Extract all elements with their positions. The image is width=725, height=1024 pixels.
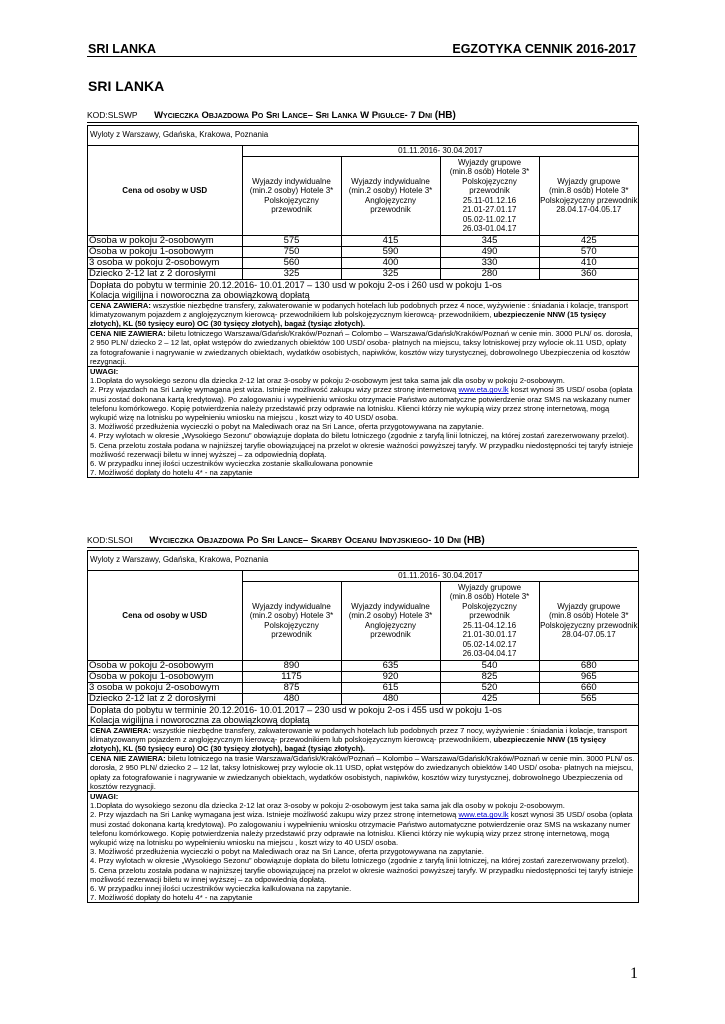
trip1-price-table xyxy=(88,146,638,280)
header-left: SRI LANKA xyxy=(88,42,157,56)
header-divider xyxy=(87,56,637,57)
table-row: Osoba w pokoju 1-osobowym 1175 920 825 965 xyxy=(88,671,638,682)
page-title: SRI LANKA xyxy=(88,78,165,94)
trip2-col-header: Wyjazdy grupowe (min.8 osób) Hotele 3* Polskojęzyczny przewodnik 25.11-04.12.16 21.01-30.01.17 05.02-14.02.17 26.03-04.04.17 xyxy=(440,581,539,660)
trip2-excludes: CENA NIE ZAWIERA: biletu lotniczego na trasie Warszawa/Gdańsk/Kraków/Poznań – Kolombo – Warszawa/Gdańsk/Kraków/Poznań w cenie min. 3000 PLN/ os. dorosła, 2 950 PLN/ dziecko 2 – 12 lat, taksy lotniskowej przy wylocie ok.11 USD, opłat wstępów do zwiedzanych obiektów 140 USD/ osoba- płatnych na miejscu, opłaty za fotografowanie i nagrywanie w zwiedzanych obiektach, wydatków osobistych, napiwków, kosztów wizy turystycznej, dobrowolnego Ubezpieczenia od kosztów rezygnacji. xyxy=(88,754,638,792)
trip1-col-header: Wyjazdy grupowe (min.8 osób) Hotele 3* Polskojęzyczny przewodnik 25.11-01.12.16 21.01-27.01.17 05.02-11.02.17 26.03-01.04.17 xyxy=(440,156,539,235)
trip2-period: 01.11.2016- 30.04.2017 xyxy=(242,571,638,581)
trip1-title: Wycieczka Objazdowa Po Sri Lance– Sri Lanka W Pigułce- 7 Dni (HB) xyxy=(154,110,456,121)
trip2-row-header: Cena od osoby w USD xyxy=(88,571,242,660)
trip1-col-header: Wyjazdy indywidualne (min.2 osoby) Hotele 3* Anglojęzyczny przewodnik xyxy=(341,156,440,235)
trip1-includes: CENA ZAWIERA: wszystkie niezbędne transfery, zakwaterowanie w podanych hotelach lub podobnych przez 4 noce, wyżywienie : śniadania i kolacje, transport klimatyzowanym pojazdem z anglojęzycznym kierowcą- przewodnikiem lub polskojęzycznym kierowcą- przewodnikiem, ubezpieczenie NNW (15 tysięcy złotych), KL (50 tysięcy euro) OC (30 tysięcy złotych), bagaż (tysiąc złotych). xyxy=(88,301,638,330)
trip1-excludes: CENA NIE ZAWIERA: biletu lotniczego Warszawa/Gdańsk/Kraków/Poznań – Colombo – Warszawa/Gdańsk/Kraków/Poznań w cenie min. 3000 PLN/ os. dorosła, 2 950 PLN/ dziecko 2 – 12 lat, opłat wstępów do zwiedzanych obiektów 100 USD/ osoba- płatnych na miejscu, taksy lotniskowej przy wylocie ok.11 USD, opłaty za fotografowanie i nagrywanie w zwiedzanych obiektach, wydatków osobistych, napiwków, kosztów wizy turystycznej, dobrowolnego Ubezpieczenia od kosztów rezygnacji. xyxy=(88,329,638,367)
table-row: Dziecko 2-12 lat z 2 dorosłymi 480 480 425 565 xyxy=(88,693,638,704)
header-right: EGZOTYKA CENNIK 2016-2017 xyxy=(452,42,636,56)
trip1-departures: Wyloty z Warszawy, Gdańska, Krakowa, Poznania xyxy=(88,126,638,146)
trip1-row-header: Cena od osoby w USD xyxy=(88,146,242,235)
table-row: Dziecko 2-12 lat z 2 dorosłymi 325 325 280 360 xyxy=(88,268,638,279)
trip1-heading xyxy=(87,110,456,121)
trip2-box xyxy=(87,550,639,903)
table-row: Osoba w pokoju 1-osobowym 750 590 490 570 xyxy=(88,246,638,257)
trip1-supplements: Dopłata do pobytu w terminie 20.12.2016- 10.01.2017 – 130 usd w pokoju 2-os i 260 usd w pokoju 1-os Kolacja wigilijna i noworoczna za obowiązkową dopłatą xyxy=(88,280,638,301)
page-number: 1 xyxy=(630,965,638,982)
trip2-heading xyxy=(87,535,485,546)
trip2-price-table xyxy=(88,571,638,705)
eta-link[interactable]: www.eta.gov.lk xyxy=(458,385,509,395)
eta-link[interactable]: www.eta.gov.lk xyxy=(458,810,509,820)
trip2-heading-underline xyxy=(87,547,637,548)
trip2-code: KOD:SLSOI xyxy=(87,535,133,545)
trip2-supplements: Dopłata do pobytu w terminie 20.12.2016- 10.01.2017 – 230 usd w pokoju 2-os i 455 usd w pokoju 1-os Kolacja wigilijna i noworoczna za obowiązkową dopłatą xyxy=(88,705,638,726)
trip2-col-header: Wyjazdy indywidualne (min.2 osoby) Hotele 3* Polskojęzyczny przewodnik xyxy=(242,581,341,660)
trip1-notes: UWAGI: 1.Dopłata do wysokiego sezonu dla dziecka 2-12 lat oraz 3-osoby w pokoju 2-osobowym jest taka sama jak dla osoby w pokoju 2-osobowym. 2. Przy wjazdach na Sri Lankę wymagana jest wiza. Istnieje możliwość zakupu wizy przez stronę internetową www.eta.gov.lk koszt wynosi 35 USD/ osoba (opłata musi zostać dokonana kartą kredytową). Po zalogowaniu i wypełnieniu wniosku otrzymacie Państwo automatyczne potwierdzenie oraz SMS na wskazany numer telefonu komórkowego. Kopię potwierdzenia należy przedstawić przy odprawie na lotnisku. Klienci którzy nie wykupią wizy przez stronę internetową, mogą wykupić wizę na lotnisku po wypełnieniu wniosku na miejscu , koszt wizy to 40 USD/ osoba. 3. Możliwość przedłużenia wycieczki o pobyt na Malediwach oraz na Sri Lance, oferta przygotowywana na zapytanie. 4. Przy wylotach w okresie „Wysokiego Sezonu” obowiązuje dopłata do biletu lotniczego (zgodnie z taryfą linii lotniczej, na której zostań zarezerwowany przelot). 5. Cena przelotu została podana w najniższej taryfie obowiązującej na przelot w okresie ważności powyższej taryfy. W przypadku niedostępności tej taryfy istnieje możliwość rezerwacji biletu w innej wyższej – za odpowiednią dopłatą. 6. W przypadku innej ilości uczestników wycieczka zostanie skalkulowana ponownie 7. Możliwość dopłaty do hotelu 4* - na zapytanie xyxy=(90,366,634,478)
table-row: 3 osoba w pokoju 2-osobowym 875 615 520 660 xyxy=(88,682,638,693)
trip2-notes: UWAGI: 1.Dopłata do wysokiego sezonu dla dziecka 2-12 lat oraz 3-osoby w pokoju 2-osobowym jest taka sama jak dla osoby w pokoju 2-osobowym. 2. Przy wjazdach na Sri Lankę wymagana jest wiza. Istnieje możliwość zakupu wizy przez stronę internetową www.eta.gov.lk koszt wynosi 35 USD/ osoba (opłata musi zostać dokonana kartą kredytową). Po zalogowaniu i wypełnieniu wniosku otrzymacie Państwo automatyczne potwierdzenie oraz SMS na wskazany numer telefonu komórkowego. Kopię potwierdzenia należy przedstawić przy odprawie na lotnisku. Klienci którzy nie wykupią wizy przez stronę internetową, mogą wykupić wizę na lotnisku po wypełnieniu wniosku na miejscu , koszt wizy to 40 USD/ osoba. 3. Możliwość przedłużenia wycieczki o pobyt na Malediwach oraz na Sri Lance, oferta przygotowywana na zapytanie. 4. Przy wylotach w okresie „Wysokiego Sezonu” obowiązuje dopłata do biletu lotniczego (zgodnie z taryfą linii lotniczej, na której zostań zarezerwowany przelot). 5. Cena przelotu została podana w najniższej taryfie obowiązującej na przelot w okresie ważności powyższej taryfy. W przypadku niedostępności tej taryfy istnieje możliwość rezerwacji biletu w innej wyższej – za odpowiednią dopłatą. 6. W przypadku innej ilości uczestników wycieczka kalkulowana na zapytanie. 7. Możliwość dopłaty do hotelu 4* - na zapytanie xyxy=(90,791,634,903)
table-row: 3 osoba w pokoju 2-osobowym 560 400 330 410 xyxy=(88,257,638,268)
table-row: Osoba w pokoju 2-osobowym 575 415 345 425 xyxy=(88,235,638,246)
trip2-col-header: Wyjazdy indywidualne (min.2 osoby) Hotele 3* Anglojęzyczny przewodnik xyxy=(341,581,440,660)
trip1-box xyxy=(87,125,639,478)
trip1-col-header: Wyjazdy indywidualne (min.2 osoby) Hotele 3* Polskojęzyczny przewodnik xyxy=(242,156,341,235)
trip2-includes: CENA ZAWIERA: wszystkie niezbędne transfery, zakwaterowanie w podanych hotelach lub podobnych przez 7 nocy, wyżywienie : śniadania i kolacje, transport klimatyzowanym pojazdem z anglojęzycznym kierowcą- przewodnikiem lub polskojęzycznym kierowcą- przewodnikiem, ubezpieczenie NNW (15 tysięcy złotych), KL (50 tysięcy euro) OC (30 tysięcy złotych), bagaż (tysiąc złotych). xyxy=(88,726,638,755)
trip2-col-header: Wyjazdy grupowe (min.8 osób) Hotele 3* Polskojęzyczny przewodnik 28.04-07.05.17 xyxy=(539,581,638,660)
trip1-col-header: Wyjazdy grupowe (min.8 osób) Hotele 3* Polskojęzyczny przewodnik 28.04.17-04.05.17 xyxy=(539,156,638,235)
trip1-heading-underline xyxy=(87,122,637,123)
trip1-period: 01.11.2016- 30.04.2017 xyxy=(242,146,638,156)
trip2-departures: Wyloty z Warszawy, Gdańska, Krakowa, Poznania xyxy=(88,551,638,571)
trip2-title: Wycieczka Objazdowa Po Sri Lance– Skarby Oceanu Indyjskiego- 10 Dni (HB) xyxy=(149,535,485,546)
table-row: Osoba w pokoju 2-osobowym 890 635 540 680 xyxy=(88,660,638,671)
trip1-code: KOD:SLSWP xyxy=(87,110,138,120)
